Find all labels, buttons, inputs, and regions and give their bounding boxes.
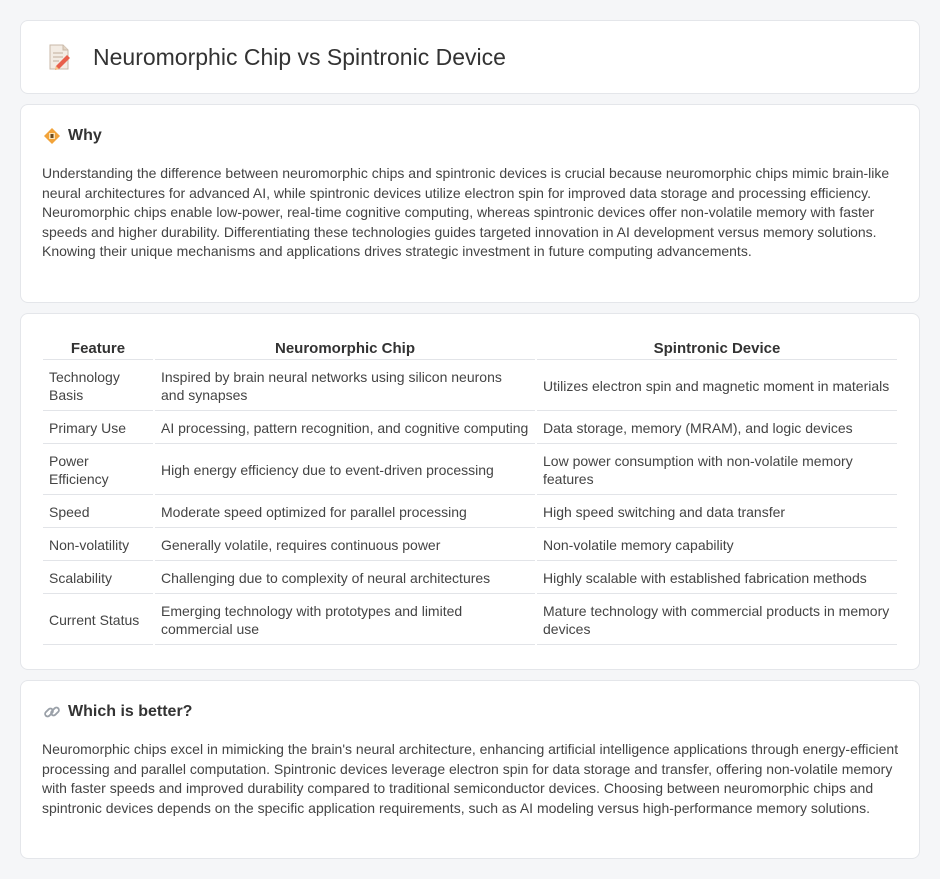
header-neuromorphic: Neuromorphic Chip bbox=[155, 336, 535, 360]
neuromorphic-cell: Generally volatile, requires continuous power bbox=[155, 530, 535, 561]
warning-diamond-icon bbox=[43, 127, 61, 145]
neuromorphic-cell: Emerging technology with prototypes and limited commercial use bbox=[155, 596, 535, 645]
comparison-table bbox=[41, 334, 899, 647]
comparison-card bbox=[20, 313, 920, 670]
neuromorphic-cell: AI processing, pattern recognition, and cognitive computing bbox=[155, 413, 535, 444]
table-row bbox=[43, 413, 897, 444]
better-card bbox=[20, 680, 920, 859]
feature-cell: Primary Use bbox=[43, 413, 153, 444]
header-feature: Feature bbox=[43, 336, 153, 360]
table-header-row bbox=[43, 336, 897, 360]
title-card bbox=[20, 20, 920, 94]
better-heading: Which is better? bbox=[68, 703, 193, 720]
neuromorphic-cell: Challenging due to complexity of neural architectures bbox=[155, 563, 535, 594]
link-icon bbox=[43, 703, 61, 721]
memo-pencil-icon bbox=[47, 43, 73, 71]
neuromorphic-cell: Moderate speed optimized for parallel processing bbox=[155, 497, 535, 528]
table-row bbox=[43, 497, 897, 528]
header-spintronic: Spintronic Device bbox=[537, 336, 897, 360]
feature-cell: Non-volatility bbox=[43, 530, 153, 561]
feature-cell: Power Efficiency bbox=[43, 446, 153, 495]
feature-cell: Current Status bbox=[43, 596, 153, 645]
why-card bbox=[20, 104, 920, 303]
better-body: Neuromorphic chips excel in mimicking the brain's neural architecture, enhancing artificial intelligence applications through energy-efficient processing and parallel computation. Spintronic devices leverage electron spin for data storage and transfer, offering non-volatile memory with faster speeds and improved durability compared to traditional semiconductor devices. Choosing between neuromorphic chips and spintronic devices depends on the specific application requirements, such as AI modeling versus high-performance memory solutions. bbox=[42, 741, 899, 816]
page-title: Neuromorphic Chip vs Spintronic Device bbox=[93, 43, 506, 70]
spintronic-cell: Mature technology with commercial products in memory devices bbox=[537, 596, 897, 645]
spintronic-cell: High speed switching and data transfer bbox=[537, 497, 897, 528]
spintronic-cell: Data storage, memory (MRAM), and logic devices bbox=[537, 413, 897, 444]
feature-cell: Speed bbox=[43, 497, 153, 528]
why-heading-row bbox=[43, 127, 102, 145]
title-row bbox=[47, 43, 506, 71]
why-heading: Why bbox=[68, 127, 102, 144]
feature-cell: Technology Basis bbox=[43, 362, 153, 411]
spintronic-cell: Low power consumption with non-volatile memory features bbox=[537, 446, 897, 495]
spintronic-cell: Utilizes electron spin and magnetic moment in materials bbox=[537, 362, 897, 411]
better-heading-row bbox=[43, 703, 192, 721]
why-body: Understanding the difference between neuromorphic chips and spintronic devices is crucial because neuromorphic chips mimic brain-like neural architectures for advanced AI, while spintronic devices utilize electron spin for improved data storage and processing efficiency. Neuromorphic chips enable low-power, real-time cognitive computing, whereas spintronic devices offer non-volatile memory with faster speeds and higher durability. Differentiating these technologies guides targeted innovation in AI development versus memory solutions. Knowing their unique mechanisms and applications drives strategic investment in future computing advancements. bbox=[42, 165, 890, 260]
spintronic-cell: Non-volatile memory capability bbox=[537, 530, 897, 561]
table-row bbox=[43, 563, 897, 594]
table-row bbox=[43, 530, 897, 561]
table-row bbox=[43, 446, 897, 495]
table-row bbox=[43, 596, 897, 645]
neuromorphic-cell: Inspired by brain neural networks using silicon neurons and synapses bbox=[155, 362, 535, 411]
spintronic-cell: Highly scalable with established fabrication methods bbox=[537, 563, 897, 594]
neuromorphic-cell: High energy efficiency due to event-driven processing bbox=[155, 446, 535, 495]
table-row bbox=[43, 362, 897, 411]
feature-cell: Scalability bbox=[43, 563, 153, 594]
